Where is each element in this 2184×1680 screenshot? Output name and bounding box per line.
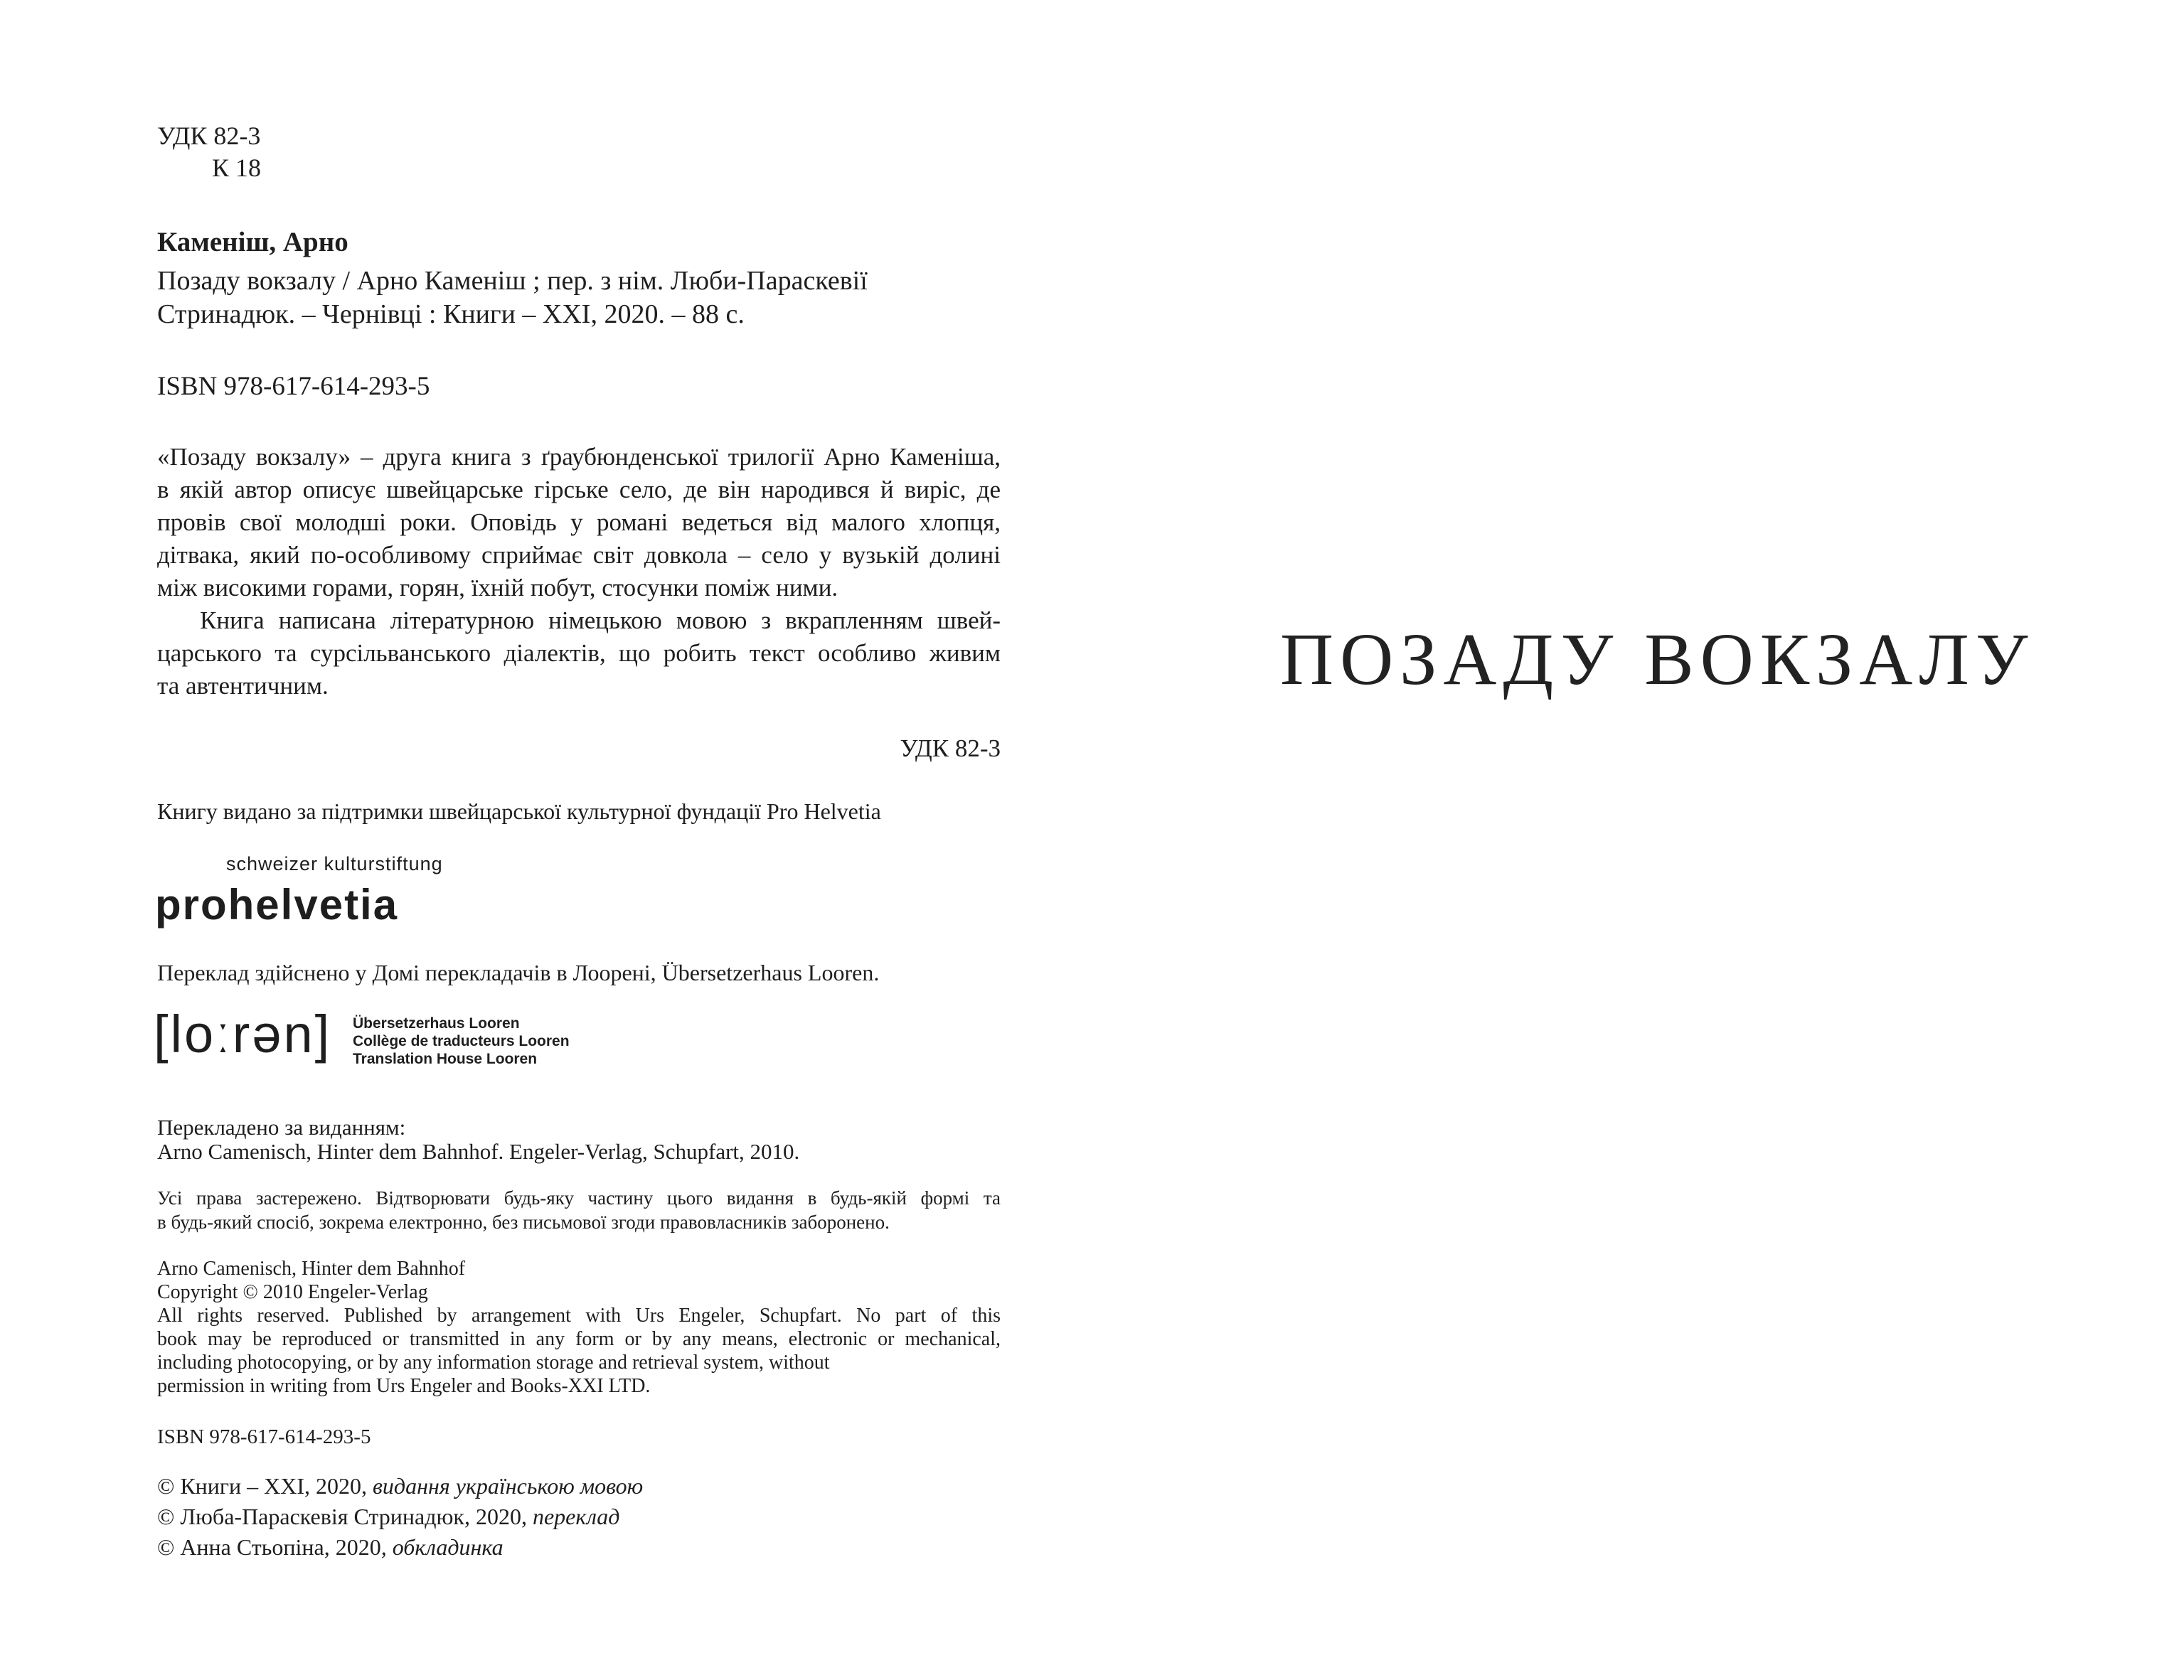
looren-line: Collège de traducteurs Looren [353,1033,570,1049]
author-mark: К 18 [212,154,262,182]
copyright-en-line: All rights reserved. Published by arrangement with Urs Engeler, Schupfart. No part of this [157,1305,1001,1327]
copyright-en-line: Copyright © 2010 Engeler-Verlag [157,1281,428,1303]
annotation-line: «Позаду вокзалу» – друга книга з ґраубюнденської трилогії Арно Каменіша, [157,443,1001,471]
copyright-line: © Книги – XXI, 2020, видання українською мовою [157,1473,644,1499]
pro-helvetia-tagline: schweizer kulturstiftung [226,853,443,874]
copyright-en-line: Arno Camenisch, Hinter dem Bahnhof [157,1258,466,1280]
copyright-en-line: book may be reproduced or transmitted in any form or by any means, electronic or mechanical, [157,1328,1001,1350]
copyright-en-line: permission in writing from Urs Engeler and Books-XXI LTD. [157,1375,651,1397]
udk-code: УДК 82-3 [157,122,261,150]
record-line: Позаду вокзалу / Арно Каменіш ; пер. з нім. Люби-Параскевії [157,266,868,296]
pro-helvetia-logo: prohelvetia [155,881,399,929]
annotation-line: та автентичним. [157,672,329,700]
copyright-en-line: including photocopying, or by any information storage and retrieval system, without [157,1352,830,1374]
looren-logo: [loːrən] [154,1005,332,1064]
annotation-line: провів свої молодші роки. Оповідь у романі ведеться від малого хлопця, [157,508,1001,536]
source-label: Перекладено за виданням: [157,1115,406,1140]
support-note: Книгу видано за підтримки швейцарської культурної фундації Pro Helvetia [157,798,881,824]
annotation-line: в якій автор описує швейцарське гірське село, де він народився й виріс, де [157,476,1001,503]
annotation-line: між високими горами, горян, їхній побут, стосунки поміж ними. [157,574,838,601]
author-name: Каменіш, Арно [157,227,348,257]
copyright-line: © Люба-Параскевія Стринадюк, 2020, переклад [157,1504,620,1529]
annotation-line: дітвака, який по-особливому сприймає світ довкола – село у вузькій долині [157,541,1001,569]
annotation-line: Книга написана літературною німецькою мовою з вкрапленням швей- [200,606,1001,634]
record-line: Стринадюк. – Чернівці : Книги – XXI, 2020. – 88 с. [157,299,745,329]
looren-line: Übersetzerhaus Looren [353,1015,520,1032]
rights-line: Усі права застережено. Відтворювати будь-яку частину цього видання в будь-якій формі та [157,1187,1001,1209]
copyright-line: © Анна Стьопіна, 2020, обкладинка [157,1534,504,1560]
looren-line: Translation House Looren [353,1051,538,1067]
isbn-bottom: ISBN 978-617-614-293-5 [157,1425,371,1448]
source-edition: Arno Camenisch, Hinter dem Bahnhof. Engeler-Verlag, Schupfart, 2010. [157,1139,800,1164]
annotation-line: царського та сурсільванського діалектів, що робить текст особливо живим [157,639,1001,667]
isbn: ISBN 978-617-614-293-5 [157,372,430,401]
translation-note: Переклад здійснено у Домі перекладачів в Лоорені, Übersetzerhaus Looren. [157,960,880,985]
book-title: ПОЗАДУ ВОКЗАЛУ [1280,619,2035,700]
udk-code-right: УДК 82-3 [900,734,1001,762]
rights-line: в будь-який спосіб, зокрема електронно, без письмової згоди правовласників заборонено. [157,1211,890,1233]
